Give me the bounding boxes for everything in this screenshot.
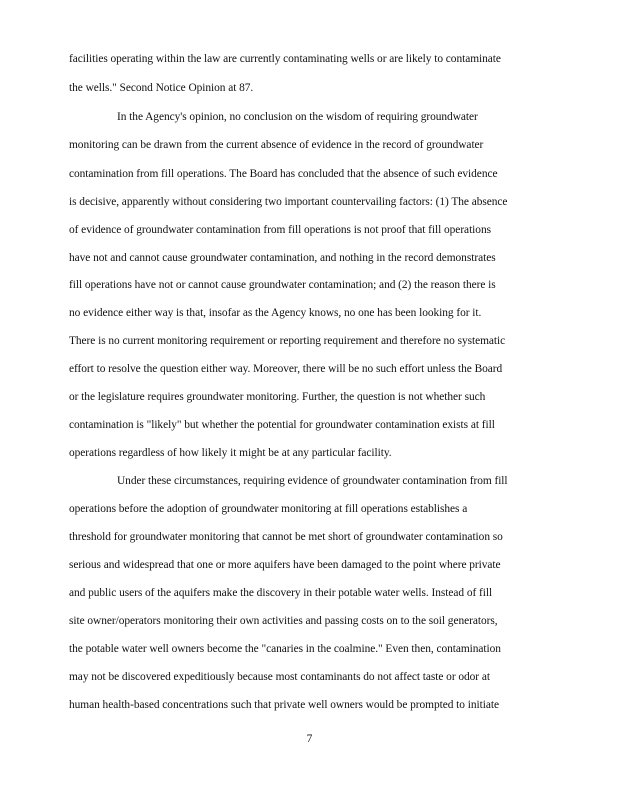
text-line: contamination from fill operations. The Board has concluded that the absence of such evidence xyxy=(69,168,498,180)
text-line: the potable water well owners become the "canaries in the coalmine." Even then, contamination xyxy=(69,643,501,655)
text-line: facilities operating within the law are currently contaminating wells or are likely to contaminate xyxy=(69,53,501,65)
text-line: There is no current monitoring requirement or reporting requirement and therefore no systematic xyxy=(69,335,506,347)
text-line: threshold for groundwater monitoring that cannot be met short of groundwater contamination so xyxy=(69,531,503,543)
text-line: operations before the adoption of groundwater monitoring at fill operations establishes a xyxy=(69,503,468,515)
text-line: serious and widespread that one or more aquifers have been damaged to the point where private xyxy=(69,559,501,571)
text-line: operations regardless of how likely it might be at any particular facility. xyxy=(69,447,392,459)
text-line: no evidence either way is that, insofar as the Agency knows, no one has been looking for it. xyxy=(69,307,482,319)
text-line: human health-based concentrations such that private well owners would be prompted to initiate xyxy=(69,699,499,711)
text-line: In the Agency's opinion, no conclusion on the wisdom of requiring groundwater xyxy=(117,111,478,123)
text-line: may not be discovered expeditiously because most contaminants do not affect taste or odor at xyxy=(69,671,490,683)
text-line: or the legislature requires groundwater monitoring. Further, the question is not whether such xyxy=(69,391,486,403)
text-line: of evidence of groundwater contamination from fill operations is not proof that fill operations xyxy=(69,224,491,236)
text-line: contamination is "likely" but whether the potential for groundwater contamination exists at fill xyxy=(69,419,495,431)
text-line: and public users of the aquifers make the discovery in their potable water wells. Instead of fill xyxy=(69,587,493,599)
page-number: 7 xyxy=(306,733,313,745)
text-line: the wells." Second Notice Opinion at 87. xyxy=(69,82,254,94)
text-line: effort to resolve the question either way. Moreover, there will be no such effort unless the Board xyxy=(69,363,503,375)
text-line: monitoring can be drawn from the current absence of evidence in the record of groundwater xyxy=(69,139,484,151)
text-line: is decisive, apparently without considering two important countervailing factors: (1) The absence xyxy=(69,196,508,208)
text-line: have not and cannot cause groundwater contamination, and nothing in the record demonstrates xyxy=(69,252,496,264)
text-line: site owner/operators monitoring their own activities and passing costs on to the soil generators, xyxy=(69,615,498,627)
text-line: Under these circumstances, requiring evidence of groundwater contamination from fill xyxy=(117,475,508,487)
text-line: fill operations have not or cannot cause groundwater contamination; and (2) the reason there is xyxy=(69,279,496,291)
